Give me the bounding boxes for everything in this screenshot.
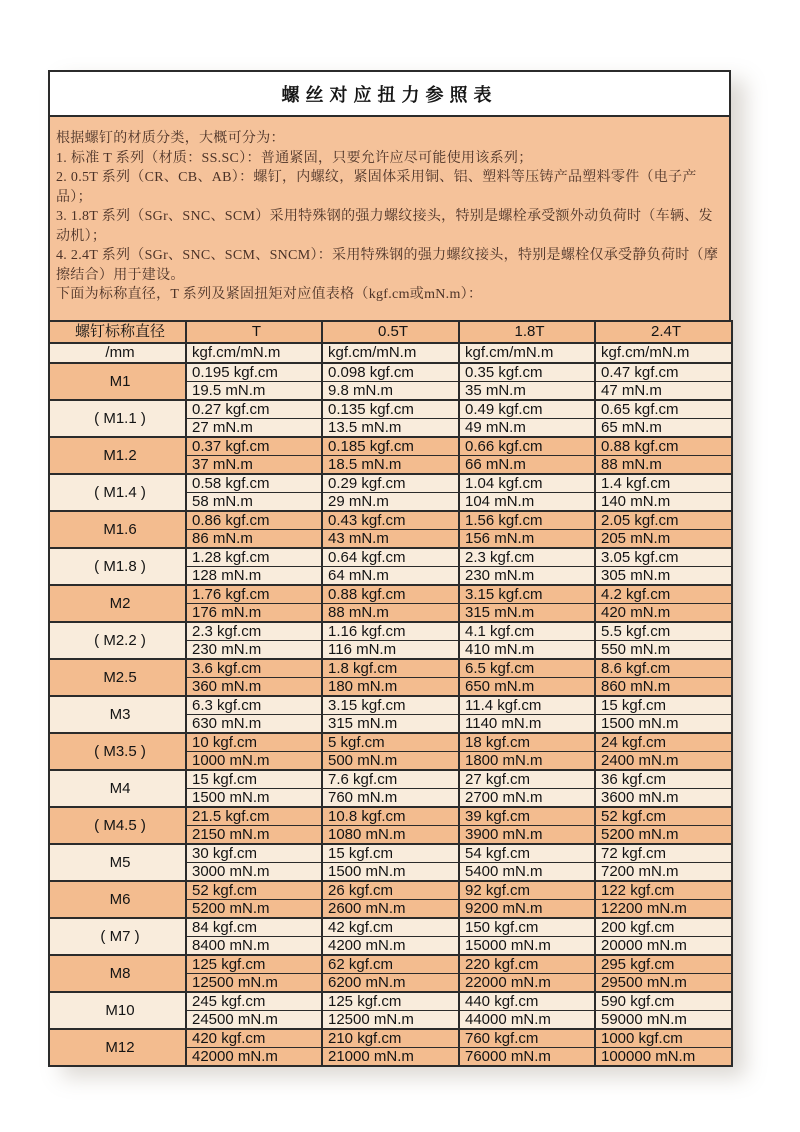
table-row <box>49 807 732 826</box>
intro-line-6: 下面为标称直径，T 系列及紧固扭矩对应值表格（kgf.cm或mN.m）： <box>56 287 483 302</box>
kgf-value-cell: 3.05 kgf.cm <box>595 548 732 567</box>
kgf-value-cell: 39 kgf.cm <box>459 807 595 826</box>
mnm-value-cell: 500 mN.m <box>322 751 459 770</box>
kgf-value-cell: 0.185 kgf.cm <box>322 437 459 456</box>
kgf-value-cell: 0.47 kgf.cm <box>595 363 732 382</box>
mnm-value-cell: 49 mN.m <box>459 418 595 437</box>
table-row <box>49 659 732 678</box>
kgf-value-cell: 42 kgf.cm <box>322 918 459 937</box>
mnm-value-cell: 128 mN.m <box>186 566 322 585</box>
mnm-value-cell: 104 mN.m <box>459 492 595 511</box>
kgf-value-cell: 62 kgf.cm <box>322 955 459 974</box>
mnm-value-cell: 630 mN.m <box>186 714 322 733</box>
size-label-cell: ( M1.1 ) <box>49 400 186 437</box>
kgf-value-cell: 0.66 kgf.cm <box>459 437 595 456</box>
page-title: 螺丝对应扭力参照表 <box>281 84 498 105</box>
kgf-value-cell: 5 kgf.cm <box>322 733 459 752</box>
kgf-value-cell: 92 kgf.cm <box>459 881 595 900</box>
table-row <box>49 844 732 863</box>
mnm-value-cell: 7200 mN.m <box>595 862 732 881</box>
kgf-value-cell: 84 kgf.cm <box>186 918 322 937</box>
kgf-value-cell: 54 kgf.cm <box>459 844 595 863</box>
mnm-value-cell: 1080 mN.m <box>322 825 459 844</box>
kgf-value-cell: 420 kgf.cm <box>186 1029 322 1048</box>
mnm-value-cell: 37 mN.m <box>186 455 322 474</box>
kgf-value-cell: 0.58 kgf.cm <box>186 474 322 493</box>
mnm-value-cell: 9.8 mN.m <box>322 381 459 400</box>
intro-line-5: 4. 2.4T 系列（SGr、SNC、SCM、SNCM）：采用特殊钢的强力螺纹接头，特别是螺栓仅承受静负荷时（摩擦结合）用于建设。 <box>56 248 719 283</box>
torque-table-body <box>49 363 732 1066</box>
kgf-value-cell: 0.098 kgf.cm <box>322 363 459 382</box>
mnm-value-cell: 5200 mN.m <box>186 899 322 918</box>
mnm-value-cell: 12500 mN.m <box>322 1010 459 1029</box>
kgf-value-cell: 150 kgf.cm <box>459 918 595 937</box>
mnm-value-cell: 15000 mN.m <box>459 936 595 955</box>
kgf-value-cell: 2.05 kgf.cm <box>595 511 732 530</box>
intro-line-4: 3. 1.8T 系列（SGr、SNC、SCM）采用特殊钢的强力螺纹接头，特别是螺栓承受额外动负荷时（车辆、发动机）； <box>56 209 713 244</box>
size-label-cell: ( M4.5 ) <box>49 807 186 844</box>
mnm-value-cell: 3000 mN.m <box>186 862 322 881</box>
kgf-value-cell: 11.4 kgf.cm <box>459 696 595 715</box>
document <box>48 70 731 1067</box>
table-row <box>49 918 732 937</box>
mnm-value-cell: 24500 mN.m <box>186 1010 322 1029</box>
mnm-value-cell: 140 mN.m <box>595 492 732 511</box>
kgf-value-cell: 0.35 kgf.cm <box>459 363 595 382</box>
mnm-value-cell: 59000 mN.m <box>595 1010 732 1029</box>
kgf-value-cell: 1.76 kgf.cm <box>186 585 322 604</box>
torque-table <box>48 320 733 1067</box>
mnm-value-cell: 18.5 mN.m <box>322 455 459 474</box>
mnm-value-cell: 305 mN.m <box>595 566 732 585</box>
size-label-cell: M8 <box>49 955 186 992</box>
kgf-value-cell: 2.3 kgf.cm <box>186 622 322 641</box>
intro-line-1: 根据螺钉的材质分类，大概可分为： <box>56 131 285 146</box>
unit-header-row <box>49 343 732 363</box>
kgf-value-cell: 125 kgf.cm <box>322 992 459 1011</box>
mnm-value-cell: 4200 mN.m <box>322 936 459 955</box>
table-row <box>49 400 732 419</box>
mnm-value-cell: 27 mN.m <box>186 418 322 437</box>
kgf-value-cell: 0.29 kgf.cm <box>322 474 459 493</box>
mnm-value-cell: 1800 mN.m <box>459 751 595 770</box>
table-row <box>49 437 732 456</box>
kgf-value-cell: 122 kgf.cm <box>595 881 732 900</box>
mnm-value-cell: 65 mN.m <box>595 418 732 437</box>
kgf-value-cell: 18 kgf.cm <box>459 733 595 752</box>
kgf-value-cell: 0.49 kgf.cm <box>459 400 595 419</box>
kgf-value-cell: 220 kgf.cm <box>459 955 595 974</box>
mnm-value-cell: 5400 mN.m <box>459 862 595 881</box>
kgf-value-cell: 1000 kgf.cm <box>595 1029 732 1048</box>
table-row <box>49 585 732 604</box>
kgf-value-cell: 52 kgf.cm <box>186 881 322 900</box>
mnm-value-cell: 44000 mN.m <box>459 1010 595 1029</box>
mnm-value-cell: 58 mN.m <box>186 492 322 511</box>
mnm-value-cell: 1500 mN.m <box>186 788 322 807</box>
mnm-value-cell: 19.5 mN.m <box>186 381 322 400</box>
mnm-value-cell: 22000 mN.m <box>459 973 595 992</box>
mnm-value-cell: 230 mN.m <box>459 566 595 585</box>
size-label-cell: M4 <box>49 770 186 807</box>
kgf-value-cell: 0.195 kgf.cm <box>186 363 322 382</box>
mm-header-cell: /mm <box>49 343 186 363</box>
kgf-value-cell: 1.4 kgf.cm <box>595 474 732 493</box>
table-row <box>49 511 732 530</box>
mnm-value-cell: 42000 mN.m <box>186 1047 322 1066</box>
kgf-value-cell: 440 kgf.cm <box>459 992 595 1011</box>
kgf-value-cell: 0.64 kgf.cm <box>322 548 459 567</box>
kgf-value-cell: 0.86 kgf.cm <box>186 511 322 530</box>
kgf-value-cell: 30 kgf.cm <box>186 844 322 863</box>
unit-cell: kgf.cm/mN.m <box>459 343 595 363</box>
table-row <box>49 881 732 900</box>
size-label-cell: M2 <box>49 585 186 622</box>
size-label-cell: M2.5 <box>49 659 186 696</box>
kgf-value-cell: 125 kgf.cm <box>186 955 322 974</box>
mnm-value-cell: 205 mN.m <box>595 529 732 548</box>
mnm-value-cell: 5200 mN.m <box>595 825 732 844</box>
mnm-value-cell: 2400 mN.m <box>595 751 732 770</box>
mnm-value-cell: 760 mN.m <box>322 788 459 807</box>
series-header-05t: 0.5T <box>322 321 459 343</box>
kgf-value-cell: 3.15 kgf.cm <box>322 696 459 715</box>
mnm-value-cell: 180 mN.m <box>322 677 459 696</box>
size-label-cell: ( M2.2 ) <box>49 622 186 659</box>
kgf-value-cell: 200 kgf.cm <box>595 918 732 937</box>
mnm-value-cell: 29 mN.m <box>322 492 459 511</box>
table-row <box>49 955 732 974</box>
mnm-value-cell: 360 mN.m <box>186 677 322 696</box>
mnm-value-cell: 3900 mN.m <box>459 825 595 844</box>
kgf-value-cell: 1.16 kgf.cm <box>322 622 459 641</box>
kgf-value-cell: 0.135 kgf.cm <box>322 400 459 419</box>
mnm-value-cell: 76000 mN.m <box>459 1047 595 1066</box>
kgf-value-cell: 24 kgf.cm <box>595 733 732 752</box>
intro-line-3: 2. 0.5T 系列（CR、CB、AB）：螺钉，内螺纹，紧固体采用铜、铝、塑料等压铸产品塑料零件（电子产品）； <box>56 170 697 205</box>
mnm-value-cell: 12200 mN.m <box>595 899 732 918</box>
unit-cell: kgf.cm/mN.m <box>595 343 732 363</box>
table-row <box>49 474 732 493</box>
kgf-value-cell: 0.43 kgf.cm <box>322 511 459 530</box>
kgf-value-cell: 1.8 kgf.cm <box>322 659 459 678</box>
intro-section <box>48 117 731 320</box>
kgf-value-cell: 4.1 kgf.cm <box>459 622 595 641</box>
mnm-value-cell: 43 mN.m <box>322 529 459 548</box>
kgf-value-cell: 245 kgf.cm <box>186 992 322 1011</box>
table-row <box>49 733 732 752</box>
mnm-value-cell: 1140 mN.m <box>459 714 595 733</box>
table-row <box>49 770 732 789</box>
kgf-value-cell: 0.65 kgf.cm <box>595 400 732 419</box>
mnm-value-cell: 1000 mN.m <box>186 751 322 770</box>
table-row <box>49 696 732 715</box>
mnm-value-cell: 410 mN.m <box>459 640 595 659</box>
mnm-value-cell: 420 mN.m <box>595 603 732 622</box>
kgf-value-cell: 760 kgf.cm <box>459 1029 595 1048</box>
size-label-cell: M1.6 <box>49 511 186 548</box>
title-box <box>48 70 731 117</box>
size-label-cell: M3 <box>49 696 186 733</box>
mnm-value-cell: 88 mN.m <box>595 455 732 474</box>
size-label-cell: M12 <box>49 1029 186 1066</box>
kgf-value-cell: 8.6 kgf.cm <box>595 659 732 678</box>
mnm-value-cell: 230 mN.m <box>186 640 322 659</box>
kgf-value-cell: 4.2 kgf.cm <box>595 585 732 604</box>
kgf-value-cell: 7.6 kgf.cm <box>322 770 459 789</box>
kgf-value-cell: 10.8 kgf.cm <box>322 807 459 826</box>
size-label-cell: M6 <box>49 881 186 918</box>
table-row <box>49 992 732 1011</box>
kgf-value-cell: 27 kgf.cm <box>459 770 595 789</box>
series-header-18t: 1.8T <box>459 321 595 343</box>
mnm-value-cell: 2150 mN.m <box>186 825 322 844</box>
unit-cell: kgf.cm/mN.m <box>322 343 459 363</box>
size-label-cell: M10 <box>49 992 186 1029</box>
kgf-value-cell: 15 kgf.cm <box>595 696 732 715</box>
kgf-value-cell: 0.37 kgf.cm <box>186 437 322 456</box>
kgf-value-cell: 36 kgf.cm <box>595 770 732 789</box>
kgf-value-cell: 590 kgf.cm <box>595 992 732 1011</box>
mnm-value-cell: 64 mN.m <box>322 566 459 585</box>
kgf-value-cell: 1.28 kgf.cm <box>186 548 322 567</box>
mnm-value-cell: 156 mN.m <box>459 529 595 548</box>
mnm-value-cell: 3600 mN.m <box>595 788 732 807</box>
kgf-value-cell: 15 kgf.cm <box>322 844 459 863</box>
kgf-value-cell: 1.04 kgf.cm <box>459 474 595 493</box>
mnm-value-cell: 12500 mN.m <box>186 973 322 992</box>
kgf-value-cell: 0.88 kgf.cm <box>322 585 459 604</box>
mnm-value-cell: 66 mN.m <box>459 455 595 474</box>
kgf-value-cell: 0.88 kgf.cm <box>595 437 732 456</box>
kgf-value-cell: 3.6 kgf.cm <box>186 659 322 678</box>
mnm-value-cell: 1500 mN.m <box>322 862 459 881</box>
table-header-row <box>49 321 732 343</box>
size-label-cell: ( M1.4 ) <box>49 474 186 511</box>
kgf-value-cell: 6.5 kgf.cm <box>459 659 595 678</box>
intro-line-2: 1. 标准 T 系列（材质：SS.SC）：普通紧固，只要允许应尽可能使用该系列； <box>56 150 533 166</box>
mnm-value-cell: 315 mN.m <box>459 603 595 622</box>
series-header-t: T <box>186 321 322 343</box>
kgf-value-cell: 6.3 kgf.cm <box>186 696 322 715</box>
mnm-value-cell: 47 mN.m <box>595 381 732 400</box>
mnm-value-cell: 1500 mN.m <box>595 714 732 733</box>
table-row <box>49 1029 732 1048</box>
kgf-value-cell: 0.27 kgf.cm <box>186 400 322 419</box>
kgf-value-cell: 5.5 kgf.cm <box>595 622 732 641</box>
size-label-cell: ( M7 ) <box>49 918 186 955</box>
mnm-value-cell: 86 mN.m <box>186 529 322 548</box>
size-label-cell: M1 <box>49 363 186 400</box>
mnm-value-cell: 176 mN.m <box>186 603 322 622</box>
mnm-value-cell: 315 mN.m <box>322 714 459 733</box>
mnm-value-cell: 6200 mN.m <box>322 973 459 992</box>
mnm-value-cell: 550 mN.m <box>595 640 732 659</box>
mnm-value-cell: 8400 mN.m <box>186 936 322 955</box>
mnm-value-cell: 21000 mN.m <box>322 1047 459 1066</box>
mnm-value-cell: 2700 mN.m <box>459 788 595 807</box>
size-label-cell: M5 <box>49 844 186 881</box>
mnm-value-cell: 29500 mN.m <box>595 973 732 992</box>
mnm-value-cell: 100000 mN.m <box>595 1047 732 1066</box>
series-header-24t: 2.4T <box>595 321 732 343</box>
kgf-value-cell: 26 kgf.cm <box>322 881 459 900</box>
mnm-value-cell: 9200 mN.m <box>459 899 595 918</box>
diameter-header-cell: 螺钉标称直径 <box>49 321 186 343</box>
kgf-value-cell: 295 kgf.cm <box>595 955 732 974</box>
mnm-value-cell: 13.5 mN.m <box>322 418 459 437</box>
mnm-value-cell: 88 mN.m <box>322 603 459 622</box>
mnm-value-cell: 2600 mN.m <box>322 899 459 918</box>
kgf-value-cell: 1.56 kgf.cm <box>459 511 595 530</box>
kgf-value-cell: 72 kgf.cm <box>595 844 732 863</box>
kgf-value-cell: 3.15 kgf.cm <box>459 585 595 604</box>
kgf-value-cell: 10 kgf.cm <box>186 733 322 752</box>
kgf-value-cell: 210 kgf.cm <box>322 1029 459 1048</box>
kgf-value-cell: 21.5 kgf.cm <box>186 807 322 826</box>
mnm-value-cell: 35 mN.m <box>459 381 595 400</box>
mnm-value-cell: 860 mN.m <box>595 677 732 696</box>
size-label-cell: ( M1.8 ) <box>49 548 186 585</box>
table-row <box>49 622 732 641</box>
kgf-value-cell: 15 kgf.cm <box>186 770 322 789</box>
size-label-cell: ( M3.5 ) <box>49 733 186 770</box>
table-row <box>49 548 732 567</box>
unit-cell: kgf.cm/mN.m <box>186 343 322 363</box>
mnm-value-cell: 20000 mN.m <box>595 936 732 955</box>
table-row <box>49 363 732 382</box>
size-label-cell: M1.2 <box>49 437 186 474</box>
kgf-value-cell: 2.3 kgf.cm <box>459 548 595 567</box>
kgf-value-cell: 52 kgf.cm <box>595 807 732 826</box>
mnm-value-cell: 650 mN.m <box>459 677 595 696</box>
mnm-value-cell: 116 mN.m <box>322 640 459 659</box>
